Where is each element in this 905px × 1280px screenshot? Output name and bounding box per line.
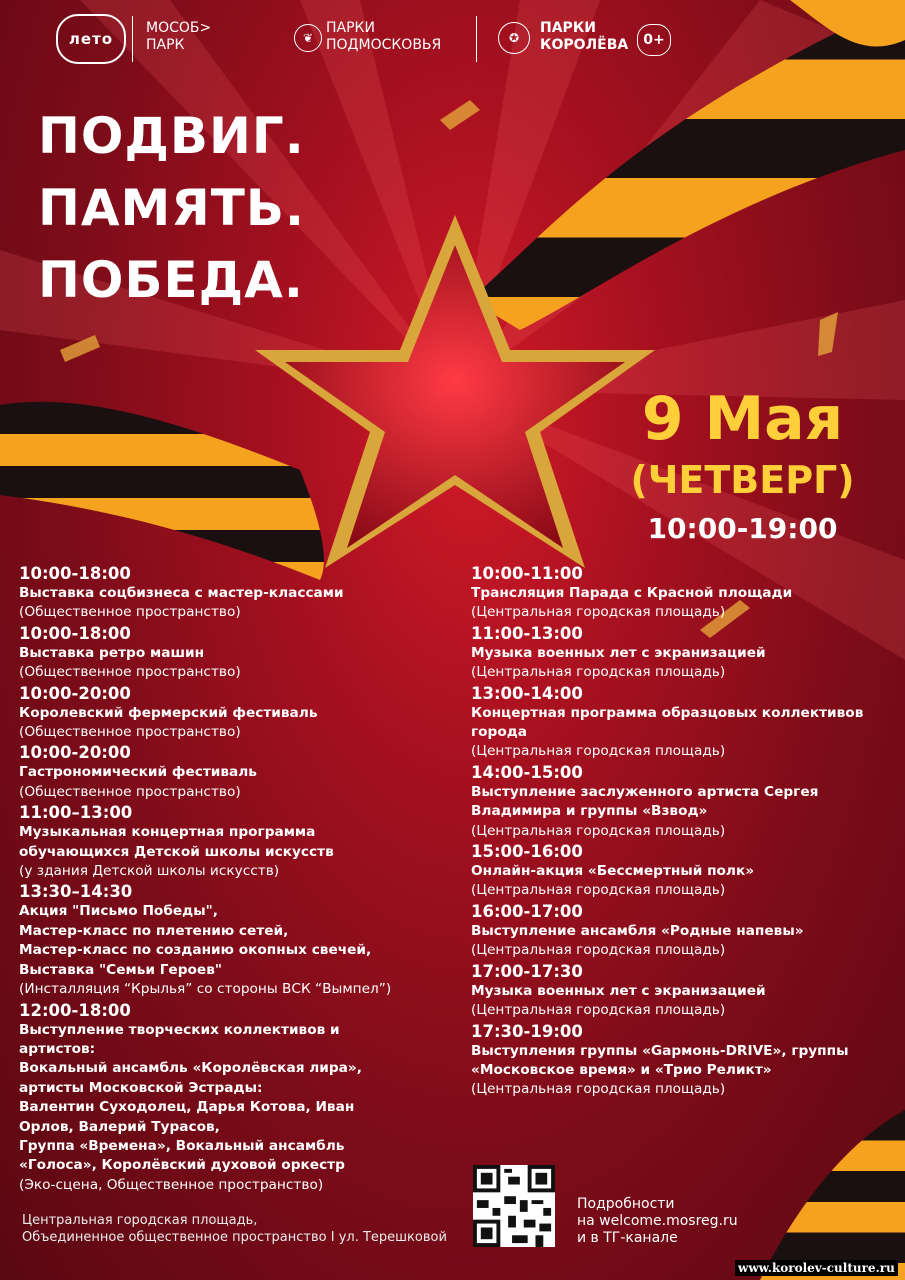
schedule-title: Трансляция Парада с Красной площади bbox=[471, 585, 793, 601]
parks-koroleva-line2: КОРОЛЁВА bbox=[540, 37, 629, 53]
schedule-title: Выставка "Семьи Героев" bbox=[19, 961, 222, 978]
schedule-place: (Центральная городская площадь) bbox=[471, 822, 726, 839]
emblem-icon: ✪ bbox=[498, 22, 530, 54]
parks-podmoskovya-line2: ПОДМОСКОВЬЯ bbox=[326, 37, 442, 53]
schedule-entry bbox=[19, 563, 459, 623]
schedule-title: Выставка ретро машин bbox=[19, 644, 205, 661]
schedule-title: Валентин Суходолец, Дарья Котова, Иван bbox=[19, 1099, 355, 1116]
schedule-time: 17:00-17:30 bbox=[471, 961, 583, 981]
schedule-title: обучающихся Детской школы искусств bbox=[19, 843, 334, 860]
schedule-title: артистов: bbox=[19, 1040, 96, 1057]
schedule-left-column bbox=[19, 563, 459, 1195]
mosobl-park-line1: МОСОБ> bbox=[146, 20, 212, 36]
footer-address bbox=[22, 1212, 447, 1246]
schedule-title: Гастрономический фестиваль bbox=[19, 764, 257, 781]
schedule-time: 11:00–13:00 bbox=[19, 803, 133, 823]
schedule-entry bbox=[471, 961, 896, 1021]
parks-podmoskovya-line1: ПАРКИ bbox=[326, 20, 375, 36]
schedule-place: (Общественное пространство) bbox=[19, 783, 241, 800]
parks-koroleva-line1: ПАРКИ bbox=[540, 20, 596, 36]
schedule-time: 10:00-20:00 bbox=[19, 683, 131, 703]
schedule-entry bbox=[471, 563, 896, 623]
schedule-title: Вокальный ансамбль «Королёвская лира», bbox=[19, 1060, 362, 1077]
schedule-title: Музыка военных лет с экранизацией bbox=[471, 644, 766, 661]
schedule-title: Музыкальная концертная программа bbox=[19, 824, 316, 841]
leto-logo: лето bbox=[56, 14, 126, 64]
schedule-place: (Эко-сцена, Общественное пространство) bbox=[19, 1176, 324, 1193]
schedule-title: Мастер-класс по созданию окопных свечей, bbox=[19, 942, 372, 959]
schedule-place: (Центральная городская площадь) bbox=[471, 743, 726, 760]
schedule-place: (Центральная городская площадь) bbox=[471, 882, 726, 899]
schedule-time: 11:00-13:00 bbox=[471, 623, 583, 643]
parks-koroleva-logo bbox=[540, 20, 628, 54]
schedule-entry bbox=[19, 881, 459, 999]
footer-more-info bbox=[577, 1196, 738, 1247]
schedule-place: (Центральная городская площадь) bbox=[471, 1081, 726, 1098]
schedule-entry bbox=[19, 623, 459, 683]
schedule-place: (Общественное пространство) bbox=[19, 604, 241, 621]
header-divider bbox=[476, 16, 477, 62]
schedule-title: Мастер-класс по плетению сетей, bbox=[19, 922, 289, 939]
event-hours: 10:00-19:00 bbox=[647, 512, 838, 545]
schedule-place: (Центральная городская площадь) bbox=[471, 604, 726, 621]
footer-address-line: Центральная городская площадь, bbox=[22, 1213, 258, 1228]
schedule-time: 16:00-17:00 bbox=[471, 901, 583, 921]
schedule-title: Выступление заслуженного артиста Сергея bbox=[471, 783, 819, 800]
footer-more-line: Подробности bbox=[577, 1196, 675, 1212]
schedule-entry bbox=[471, 762, 896, 841]
schedule-time: 15:00-16:00 bbox=[471, 842, 583, 862]
schedule-entry bbox=[471, 901, 896, 961]
event-date: 9 Мая bbox=[641, 384, 844, 454]
headline-line: ПАМЯТЬ. bbox=[38, 179, 306, 237]
age-rating-badge: 0+ bbox=[637, 24, 671, 56]
schedule-place: (Общественное пространство) bbox=[19, 664, 241, 681]
mosobl-park-logo bbox=[146, 20, 211, 54]
schedule-time: 10:00-20:00 bbox=[19, 743, 131, 763]
footer-address-line: Объединенное общественное пространство I ул. Терешковой bbox=[22, 1230, 447, 1245]
schedule-place: (Центральная городская площадь) bbox=[471, 942, 726, 959]
schedule-place: (у здания Детской школы искусств) bbox=[19, 863, 280, 880]
headline bbox=[38, 100, 305, 316]
site-watermark[interactable]: www.korolev-culture.ru bbox=[735, 1260, 898, 1276]
parks-podmoskovya-logo bbox=[326, 20, 441, 54]
schedule-time: 13:30–14:30 bbox=[19, 882, 133, 902]
schedule-title: «Голоса», Королёвский духовой оркестр bbox=[19, 1157, 345, 1174]
schedule-time: 10:00-18:00 bbox=[19, 623, 131, 643]
headline-line: ПОБЕДА. bbox=[38, 251, 304, 309]
schedule-title: Выступления группы «Gармонь-DRIVE», группы bbox=[471, 1042, 849, 1059]
schedule-title: Владимира и группы «Взвод» bbox=[471, 803, 708, 820]
event-date-block bbox=[600, 382, 885, 545]
schedule-title: «Московское время» и «Трио Реликт» bbox=[471, 1061, 772, 1078]
schedule-title: города bbox=[471, 724, 528, 741]
schedule-title: Акция "Письмо Победы", bbox=[19, 903, 218, 920]
schedule-title: Выставка соцбизнеса с мастер-классами bbox=[19, 585, 344, 601]
schedule-entry bbox=[19, 683, 459, 743]
schedule-entry bbox=[19, 1000, 459, 1196]
schedule-entry bbox=[471, 841, 896, 901]
schedule-title: Музыка военных лет с экранизацией bbox=[471, 982, 766, 999]
schedule-entry bbox=[471, 1021, 896, 1100]
mosobl-park-line2: ПАРК bbox=[146, 37, 185, 53]
leaf-icon: ❦ bbox=[294, 24, 322, 52]
schedule-place: (Центральная городская площадь) bbox=[471, 664, 726, 681]
schedule-time: 14:00-15:00 bbox=[471, 762, 583, 782]
schedule-time: 12:00-18:00 bbox=[19, 1000, 131, 1020]
schedule-time: 10:00-11:00 bbox=[471, 564, 583, 583]
schedule-time: 17:30-19:00 bbox=[471, 1021, 583, 1041]
qr-code[interactable] bbox=[473, 1165, 555, 1247]
schedule-title: артисты Московской Эстрады: bbox=[19, 1079, 263, 1096]
event-weekday: (ЧЕТВЕРГ) bbox=[630, 458, 855, 502]
header-divider bbox=[132, 16, 133, 62]
schedule-place: (Общественное пространство) bbox=[19, 724, 241, 741]
schedule-title: Выступление ансамбля «Родные напевы» bbox=[471, 922, 804, 939]
schedule-time: 13:00-14:00 bbox=[471, 683, 583, 703]
schedule-entry bbox=[19, 742, 459, 802]
footer-more-link[interactable]: на welcome.mosreg.ru bbox=[577, 1213, 738, 1229]
schedule-place: (Инсталляция “Крылья” со стороны ВСК “Вымпел”) bbox=[19, 981, 392, 998]
schedule-entry bbox=[19, 802, 459, 881]
schedule-entry bbox=[471, 683, 896, 762]
schedule-title: Королевский фермерский фестиваль bbox=[19, 704, 318, 721]
schedule-right-column bbox=[471, 563, 896, 1100]
schedule-title: Группа «Времена», Вокальный ансамбль bbox=[19, 1137, 345, 1154]
schedule-entry bbox=[471, 623, 896, 683]
schedule-time: 10:00-18:00 bbox=[19, 564, 131, 583]
schedule-title: Концертная программа образцовых коллективов bbox=[471, 704, 864, 721]
schedule-title: Онлайн-акция «Бессмертный полк» bbox=[471, 863, 755, 880]
schedule-place: (Центральная городская площадь) bbox=[471, 1002, 726, 1019]
schedule-title: Выступление творческих коллективов и bbox=[19, 1021, 340, 1038]
footer-more-line: и в ТГ-канале bbox=[577, 1230, 678, 1246]
schedule-title: Орлов, Валерий Турасов, bbox=[19, 1118, 220, 1135]
headline-line: ПОДВИГ. bbox=[38, 107, 305, 165]
